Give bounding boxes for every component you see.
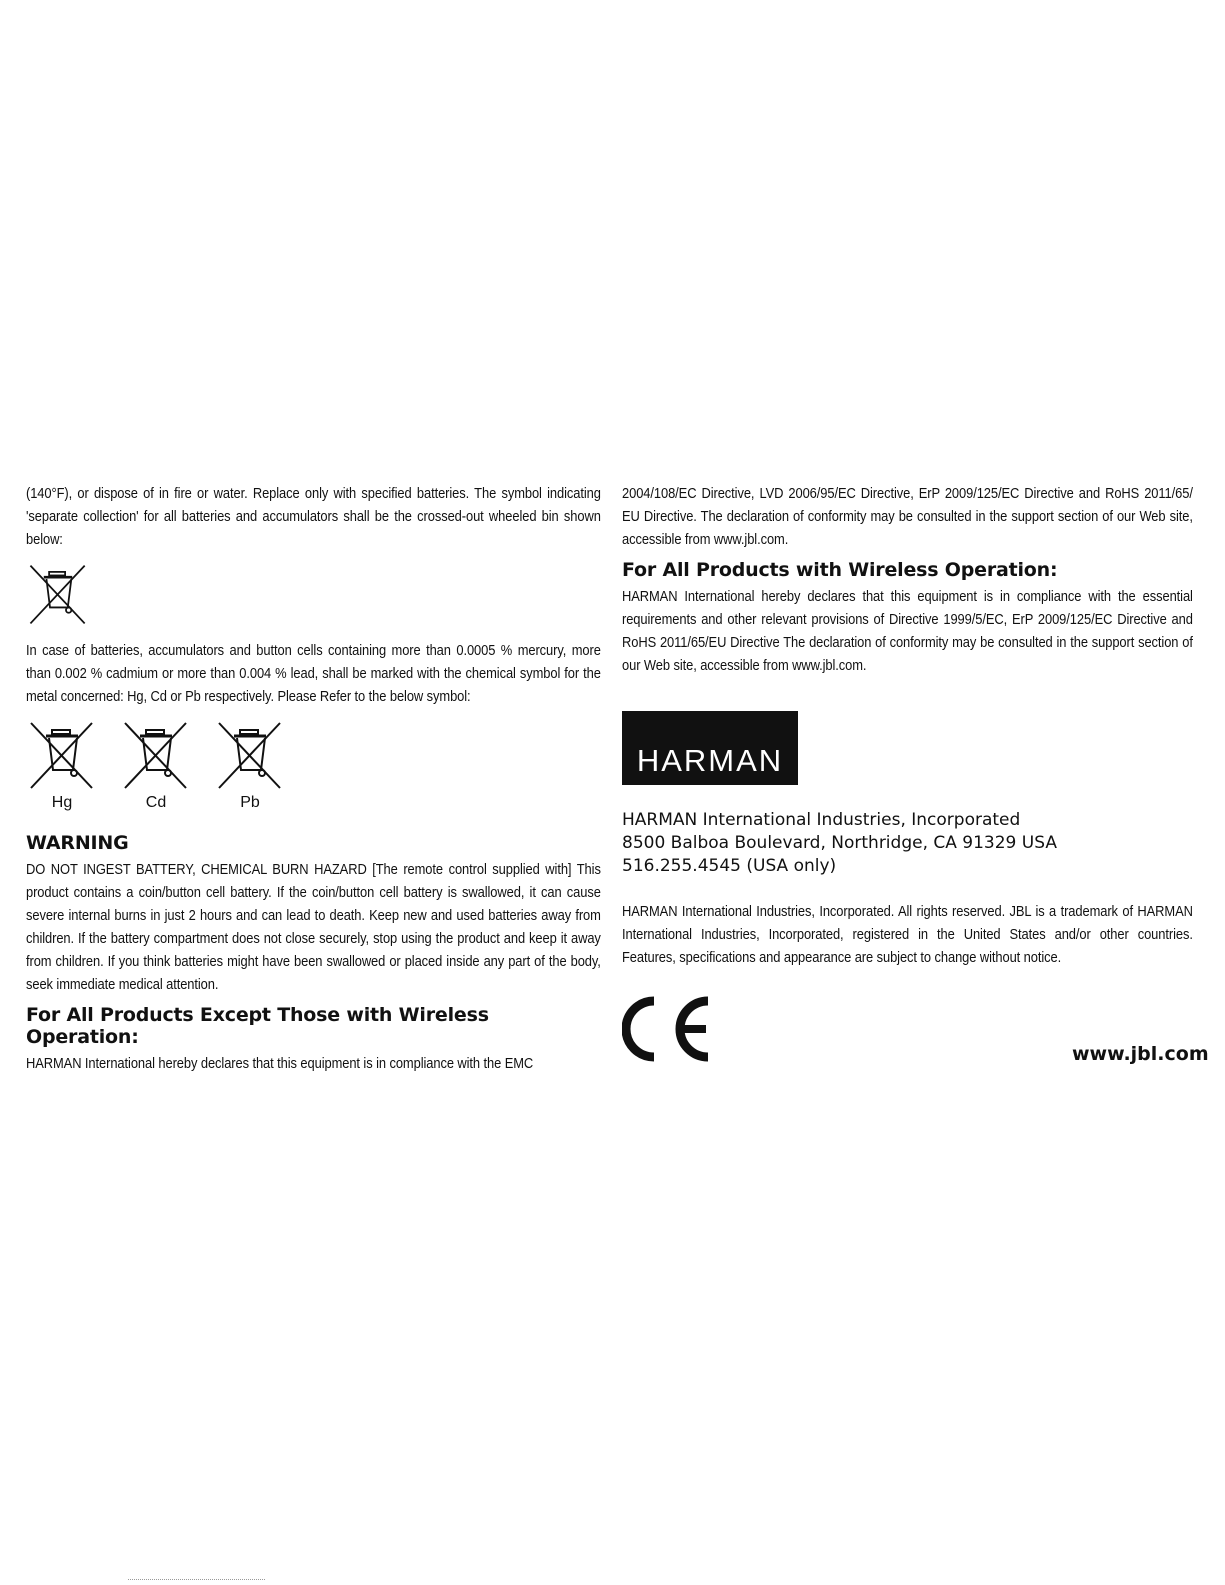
bin-label-hg: Hg bbox=[51, 794, 73, 811]
emc-continued-paragraph: 2004/108/EC Directive, LVD 2006/95/EC Directive, ErP 2009/125/EC Directive and RoHS 2011/65/ EU Directive. The declaration of conformity may be consulted in the support section of our Web site, accessible from www.jbl.com. bbox=[622, 485, 1193, 548]
bin-pb bbox=[214, 720, 286, 812]
page-edge-dotted-line bbox=[128, 1579, 265, 1580]
bin-hg bbox=[26, 720, 98, 812]
wireless-heading: For All Products with Wireless Operation: bbox=[622, 559, 1058, 581]
company-address bbox=[622, 809, 1196, 878]
crossed-out-bin-cd-icon bbox=[120, 720, 192, 792]
emc-declaration-paragraph: HARMAN International hereby declares that this equipment is in compliance with the EMC bbox=[26, 1055, 534, 1072]
address-line-phone: 516.255.4545 (USA only) bbox=[622, 856, 837, 876]
warning-heading: WARNING bbox=[26, 832, 129, 854]
website-link[interactable]: www.jbl.com bbox=[1072, 1043, 1209, 1065]
trademark-paragraph: HARMAN International Industries, Incorporated. All rights reserved. JBL is a trademark of HARMAN International Industries, Incorporated, registered in the United States and/or other countries. Features, specifications and appearance are subject to change without notice. bbox=[622, 903, 1193, 966]
chemical-bin-symbols bbox=[26, 720, 604, 812]
right-column bbox=[622, 482, 1196, 1063]
harman-logo-text: HARMAN bbox=[622, 711, 798, 785]
wireless-declaration-paragraph: HARMAN International hereby declares that this equipment is in compliance with the essential requirements and other relevant provisions of Directive 1999/5/EC, ErP 2009/125/EC Directive and RoHS 2011/65/EU Directive The declaration of conformity may be consulted in the support section of our Web site, accessible from www.jbl.com. bbox=[622, 588, 1193, 674]
bin-cd bbox=[120, 720, 192, 812]
bin-label-cd: Cd bbox=[145, 794, 167, 811]
bin-label-pb: Pb bbox=[240, 794, 260, 811]
crossed-out-bin-hg-icon bbox=[26, 720, 98, 792]
crossed-out-bin-pb-icon bbox=[214, 720, 286, 792]
warning-paragraph: DO NOT INGEST BATTERY, CHEMICAL BURN HAZARD [The remote control supplied with] This product contains a coin/button cell battery. If the coin/button cell battery is swallowed, it can cause severe internal burns in just 2 hours and can lead to death. Keep new and used batteries away from children. If the battery compartment does not close securely, stop using the product and keep it away from children. If you think batteries might have been swallowed or placed inside any part of the body, seek immediate medical attention. bbox=[26, 861, 601, 993]
crossed-out-bin-icon bbox=[26, 563, 90, 627]
chemical-symbol-paragraph: In case of batteries, accumulators and button cells containing more than 0.0005 % mercury, more than 0.002 % cadmium or more than 0.004 % lead, shall be marked with the chemical symbol for the metal concerned: Hg, Cd or Pb respectively. Please Refer to the below symbol: bbox=[26, 642, 601, 705]
harman-logo bbox=[622, 711, 1196, 785]
address-line-street: 8500 Balboa Boulevard, Northridge, CA 91329 USA bbox=[622, 833, 1057, 853]
except-wireless-heading: For All Products Except Those with Wireless Operation: bbox=[26, 1004, 489, 1048]
battery-disposal-paragraph: (140°F), or dispose of in fire or water. Replace only with specified batteries. The symbol indicating 'separate collection' for all batteries and accumulators shall be the crossed-out wheeled bin shown below: bbox=[26, 485, 601, 548]
left-column bbox=[26, 482, 604, 1075]
address-line-company: HARMAN International Industries, Incorporated bbox=[622, 810, 1021, 830]
